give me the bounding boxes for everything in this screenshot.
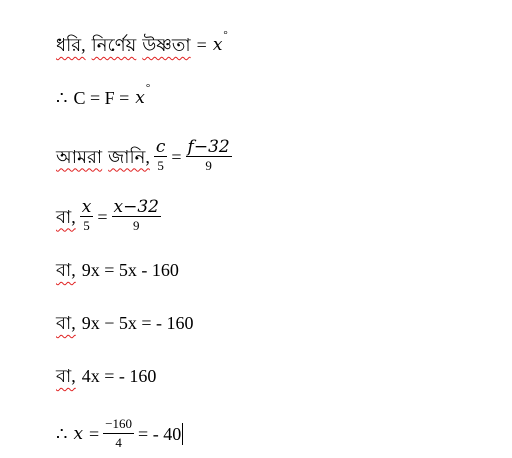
numerator: x [81,197,92,217]
expression: 9x − 5x = - 160 [81,313,194,333]
word-amra: আমরা [56,146,103,167]
equals-sign: = [97,206,108,227]
numerator: c [155,137,166,157]
line-2 [56,82,151,109]
fraction-x-minus-32-over-9 [112,199,161,234]
equals-sign: = [171,146,182,167]
line-5 [56,259,179,281]
equals-sign: = [89,423,100,444]
fraction-f-minus-32-over-9 [186,139,232,174]
word-ba: বা, [56,206,76,227]
variable-x: x [73,423,84,444]
line-7 [56,365,156,387]
variable-x: x [135,88,145,108]
expression: 4x = - 160 [81,366,157,386]
denominator: 9 [205,158,212,173]
line-1 [56,29,228,56]
expression: C = F = [73,88,130,108]
denominator: 5 [83,218,90,233]
word-dhori: ধরি, [56,35,86,55]
therefore-symbol: ∴ [56,88,68,108]
fraction-x-over-5 [80,199,94,234]
denominator: 4 [115,435,122,450]
line-3 [56,139,236,174]
expression: 9x = 5x - 160 [81,260,179,280]
line-6 [56,312,194,334]
result: = - 40 [138,423,182,444]
denominator: 9 [132,218,140,233]
fraction-c-over-5 [154,139,168,174]
numerator: −160 [103,416,134,434]
line-8 [56,416,183,451]
word-ba: বা, [56,260,76,280]
line-4 [56,199,165,234]
degree-symbol: ° [145,82,151,94]
fraction-minus-160-over-4 [103,416,134,451]
numerator: f−32 [187,137,230,157]
therefore-symbol: ∴ [56,423,68,444]
equals-sign: = [196,35,207,55]
word-jani: জানি, [108,146,150,167]
word-ba: বা, [56,313,76,333]
denominator: 5 [157,158,164,173]
text-cursor[interactable] [182,423,183,445]
variable-x: x [212,35,223,55]
word-ba: বা, [56,366,76,386]
degree-symbol: ° [223,29,228,41]
word-ushnota: উষ্ণতা [142,35,191,55]
numerator: x−32 [113,197,159,217]
word-nirneyo: নির্ণেয় [91,35,137,55]
